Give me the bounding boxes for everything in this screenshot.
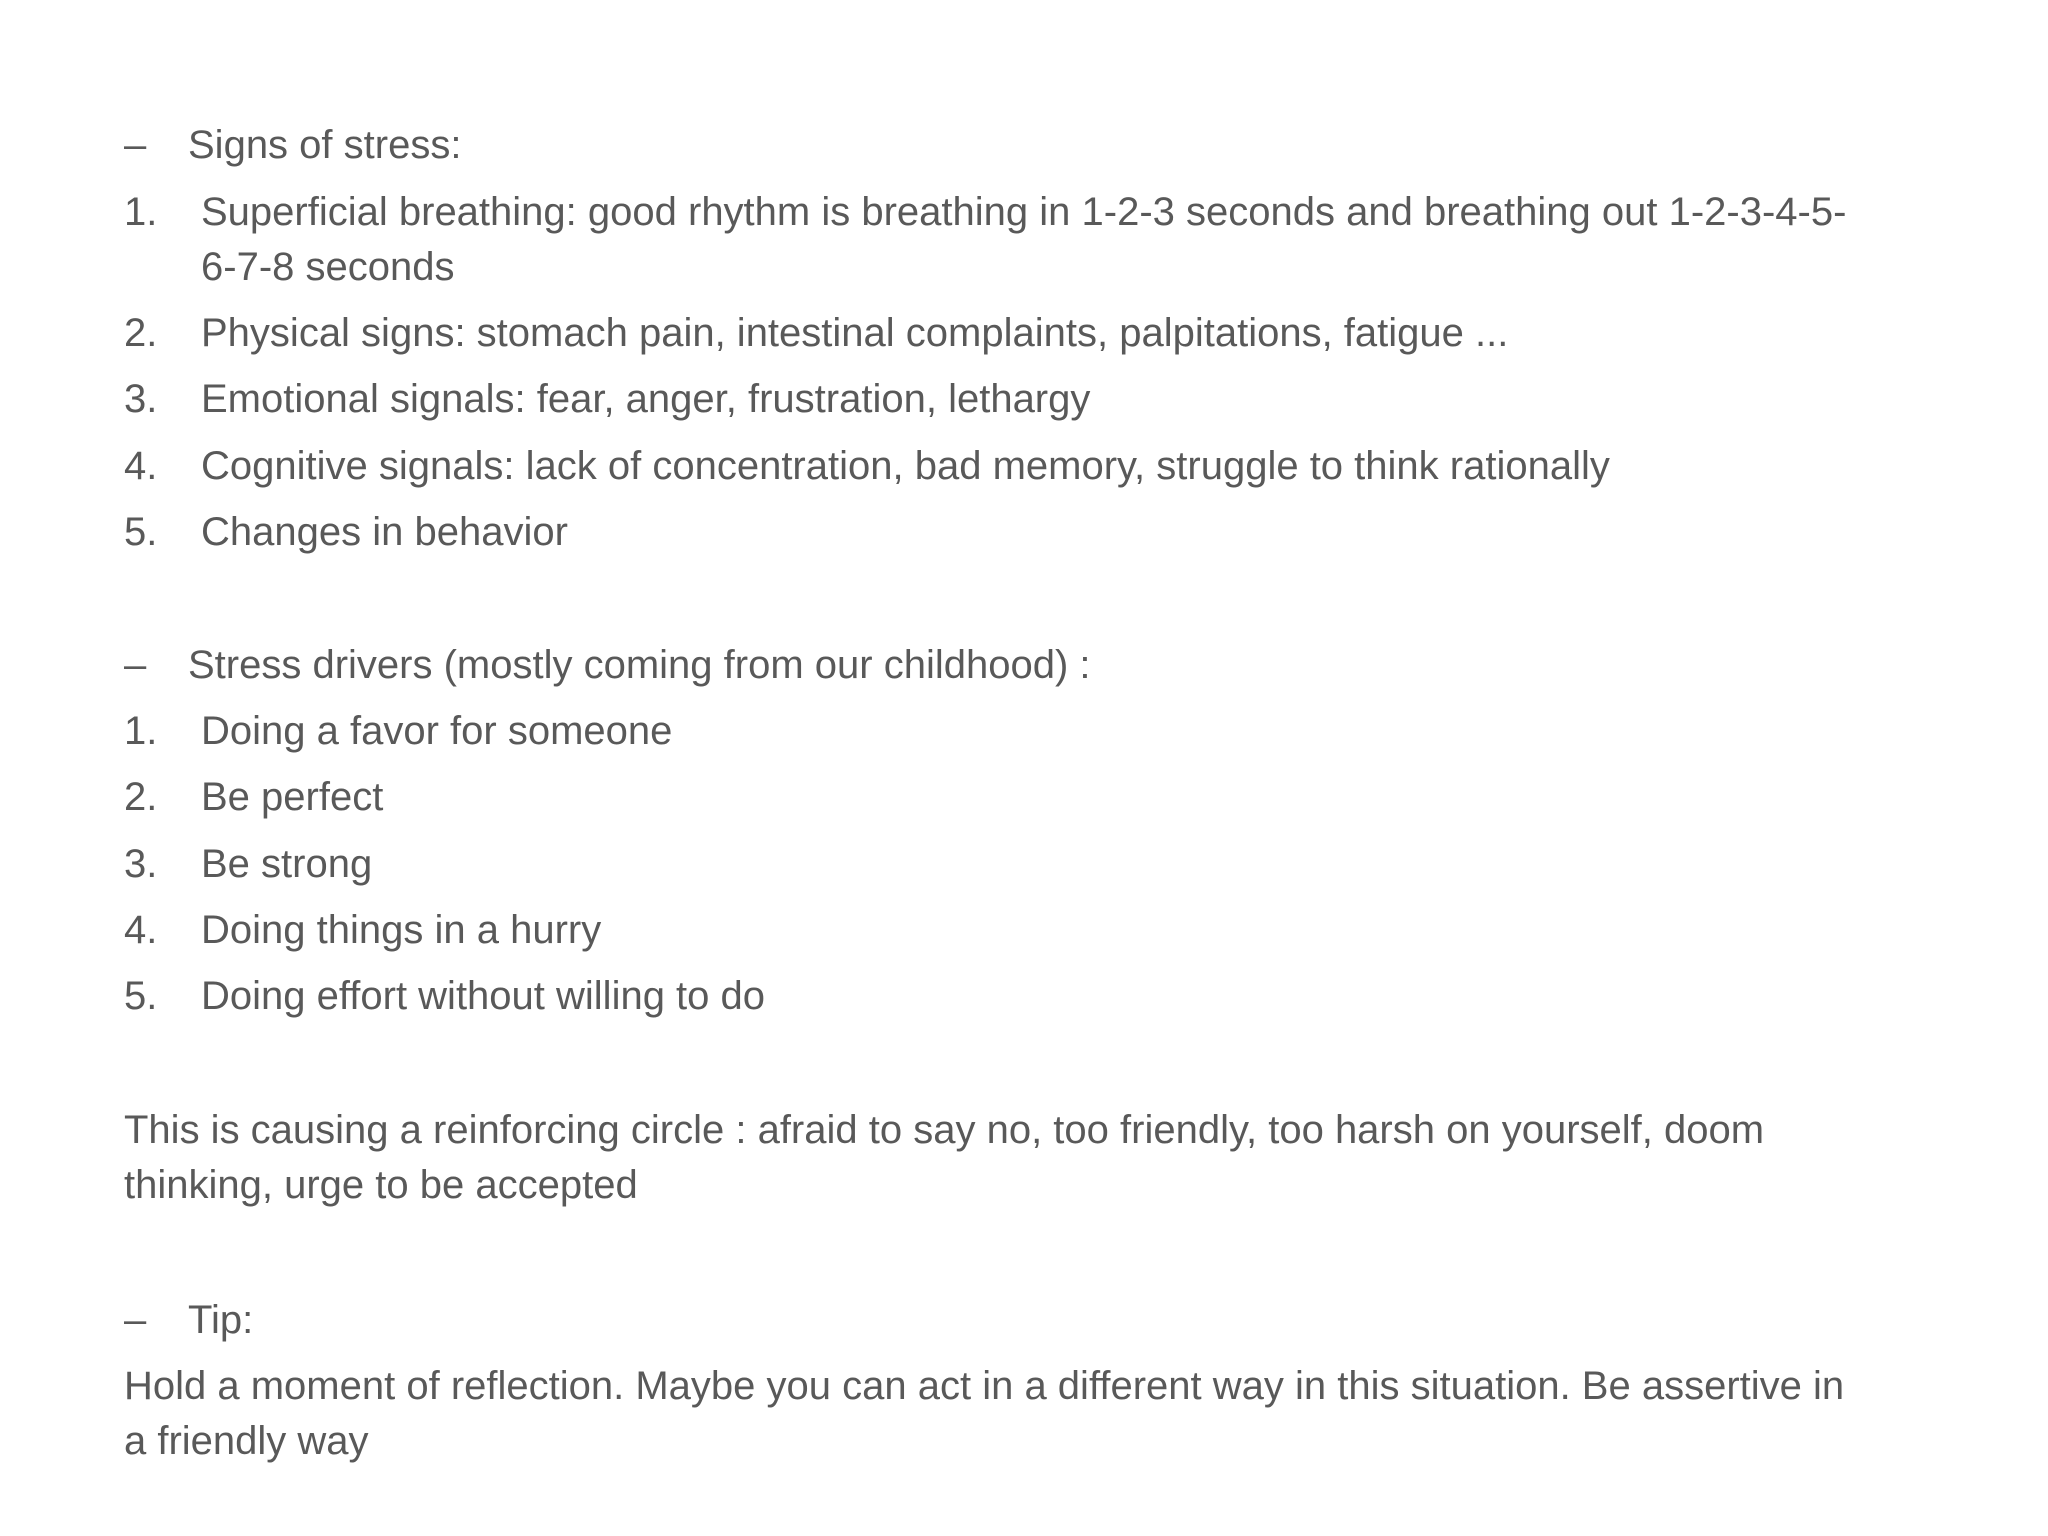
dash-bullet: – (124, 1298, 147, 1342)
list-number: 3. (124, 842, 158, 886)
list-item-text: Doing a favor for someone (201, 709, 673, 753)
dash-bullet: – (124, 643, 147, 687)
tip-paragraph-line: a friendly way (124, 1419, 369, 1463)
signs-heading: Signs of stress: (188, 123, 462, 167)
list-item-text: Changes in behavior (201, 510, 568, 554)
list-item-text: Be strong (201, 842, 373, 886)
list-item-text: Doing effort without willing to do (201, 974, 766, 1018)
list-number: 4. (124, 444, 158, 488)
tip-heading: Tip: (188, 1298, 254, 1342)
list-number: 1. (124, 709, 158, 753)
circle-paragraph-line: thinking, urge to be accepted (124, 1163, 638, 1207)
list-item-text: Doing things in a hurry (201, 908, 602, 952)
circle-paragraph-line: This is causing a reinforcing circle : afraid to say no, too friendly, too harsh on yourself, doom (124, 1108, 1765, 1152)
list-item-text: Superficial breathing: good rhythm is breathing in 1-2-3 seconds and breathing out 1-2-3-4-5- (201, 190, 1847, 234)
drivers-heading: Stress drivers (mostly coming from our childhood) : (188, 643, 1091, 687)
list-number: 4. (124, 908, 158, 952)
list-number: 5. (124, 510, 158, 554)
list-item-text: Cognitive signals: lack of concentration, bad memory, struggle to think rationally (201, 444, 1610, 488)
tip-paragraph-line: Hold a moment of reflection. Maybe you can act in a different way in this situation. Be assertive in (124, 1364, 1845, 1408)
list-number: 2. (124, 775, 158, 819)
list-number: 2. (124, 311, 158, 355)
list-number: 5. (124, 974, 158, 1018)
list-item-text: Emotional signals: fear, anger, frustration, lethargy (201, 377, 1091, 421)
list-number: 3. (124, 377, 158, 421)
list-number: 1. (124, 190, 158, 234)
list-item-text: 6-7-8 seconds (201, 245, 455, 289)
dash-bullet: – (124, 123, 147, 167)
list-item-text: Physical signs: stomach pain, intestinal complaints, palpitations, fatigue ... (201, 311, 1509, 355)
list-item-text: Be perfect (201, 775, 384, 819)
